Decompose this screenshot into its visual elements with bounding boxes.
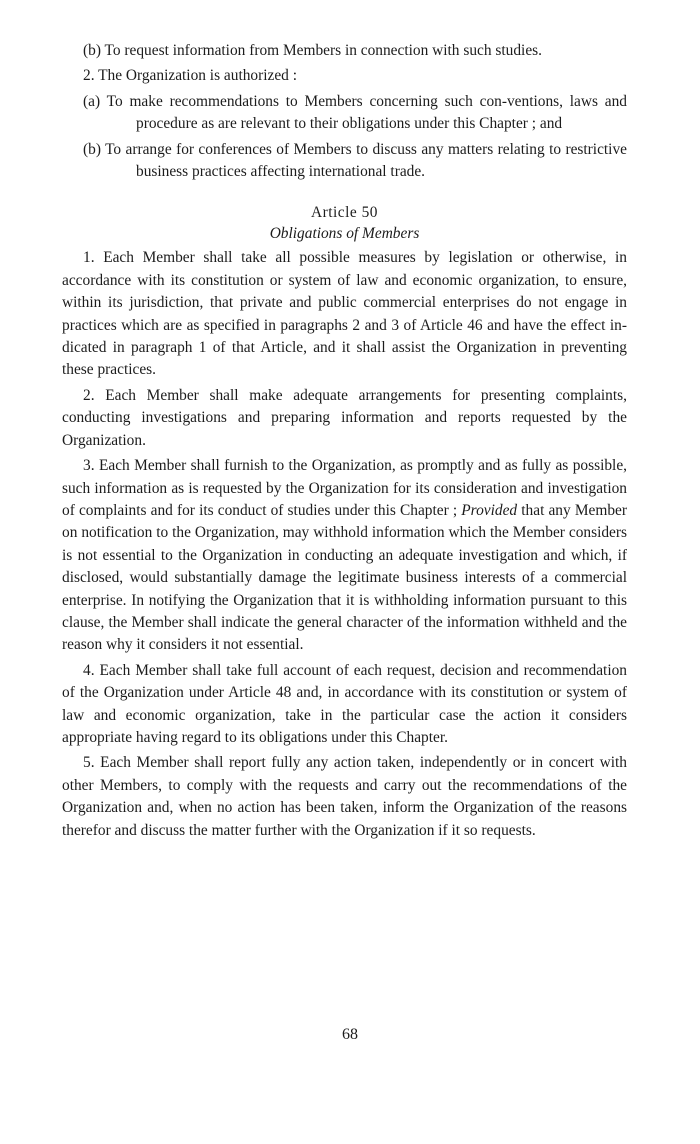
paragraph-3: 3. Each Member shall furnish to the Organization, as promptly and as fully as possible, such information as is requested by the Organization for its consideration and investigation of complaints and for its conduct of studies under this Chapter ; Provided that any Member on notification to the Organization, may withhold information which the Member considers is not essential to the Organization in conducting an adequate investigation and which, if disclosed, would substantially damage the legitimate business interests of a commercial enterprise. In notifying the Organization that it is withholding information pursuant to this clause, the Member shall indicate the general character of the information withheld and the reason why it considers it not essential. — [62, 457, 628, 654]
provided-emphasis: Provided — [461, 501, 518, 519]
body-text — [62, 40, 627, 842]
paragraph-4: 4. Each Member shall take full account of each request, decision and recommendation of the Organization under Article 48 and, in accordance with its constitution or system of law and economic organization, take in the particular case the action it considers appropriate having regard to its obligations under this Chapter. — [62, 661, 627, 746]
paragraph-5: 5. Each Member shall report fully any action taken, independently or in concert with other Members, to comply with the requests and carry out the recommendations of the Organization and, when no action has been taken, inform the Organization of the reasons therefor and discuss the matter further with the Organization if it so requests. — [62, 754, 627, 839]
paragraph-1: 1. Each Member shall take all possible measures by legislation or otherwise, in accordance with its constitution or system of law and economic organization, to ensure, within its jurisdiction, that private and public commercial enterprises do not engage in practices which are as specified in paragraphs 2 and 3 of Article 46 and have the effect in-dicated in paragraph 1 of that Article, and it shall assist the Organization in preventing these practices. — [62, 249, 627, 379]
article-title: Article 50 — [311, 204, 378, 222]
page-number: 68 — [342, 1026, 358, 1043]
clause-2b-conferences: (b) To arrange for conferences of Members to discuss any matters relating to restrictive business practices affecting international trade. — [83, 140, 627, 181]
paragraph-2: 2. Each Member shall make adequate arrangements for presenting complaints, conducting investigations and preparing information and reports requested by the Organization. — [62, 386, 627, 449]
clause-2a-recommendations: (a) To make recommendations to Members concerning such con-ventions, laws and procedure as are relevant to their obligations under this Chapter ; and — [83, 92, 627, 133]
article-subtitle: Obligations of Members — [269, 225, 420, 243]
clause-1b-studies: (b) To request information from Members in connection with such studies. — [83, 42, 542, 59]
paragraph-2-intro: 2. The Organization is authorized : — [83, 67, 298, 85]
